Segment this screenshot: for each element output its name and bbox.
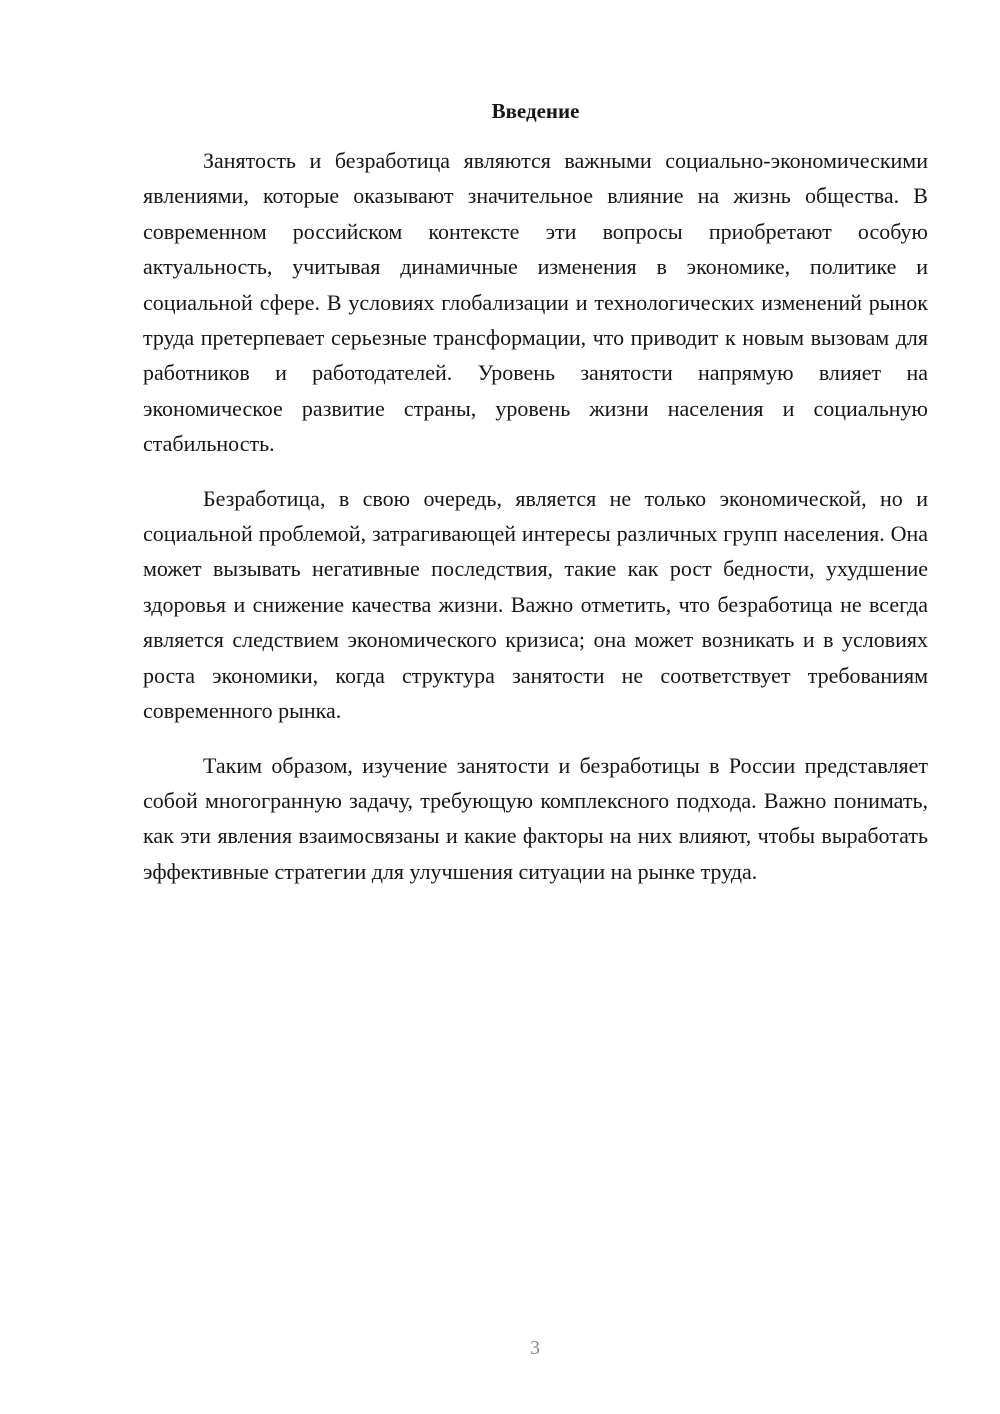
- paragraph-1: Занятость и безработица являются важными социально-экономическими явлениями, которые оказывают значительное влияние на жизнь общества. В современном российском контексте эти вопросы приобретают особую актуальность, учитывая динамичные изменения в экономике, политике и социальной сфере. В условиях глобализации и технологических изменений рынок труда претерпевает серьезные трансформации, что приводит к новым вызовам для работников и работодателей. Уровень занятости напрямую влияет на экономическое развитие страны, уровень жизни населения и социальную стабильность.: [143, 148, 928, 457]
- body-text: [143, 143, 928, 908]
- page-number: 3: [530, 1337, 540, 1359]
- paragraph-3: Таким образом, изучение занятости и безработицы в России представляет собой многогранную задачу, требующую комплексного подхода. Важно понимать, как эти явления взаимосвязаны и какие факторы на них влияют, чтобы выработать эффективные стратегии для улучшения ситуации на рынке труда.: [143, 752, 928, 884]
- section-title: Введение: [491, 99, 580, 123]
- paragraph-2: Безработица, в свою очередь, является не только экономической, но и социальной проблемой, затрагивающей интересы различных групп населения. Она может вызывать негативные последствия, такие как рост бедности, ухудшение здоровья и снижение качества жизни. Важно отметить, что безработица не всегда является следствием экономического кризиса; она может возникать и в условиях роста экономики, когда структура занятости не соответствует требованиям современного рынка.: [143, 485, 928, 724]
